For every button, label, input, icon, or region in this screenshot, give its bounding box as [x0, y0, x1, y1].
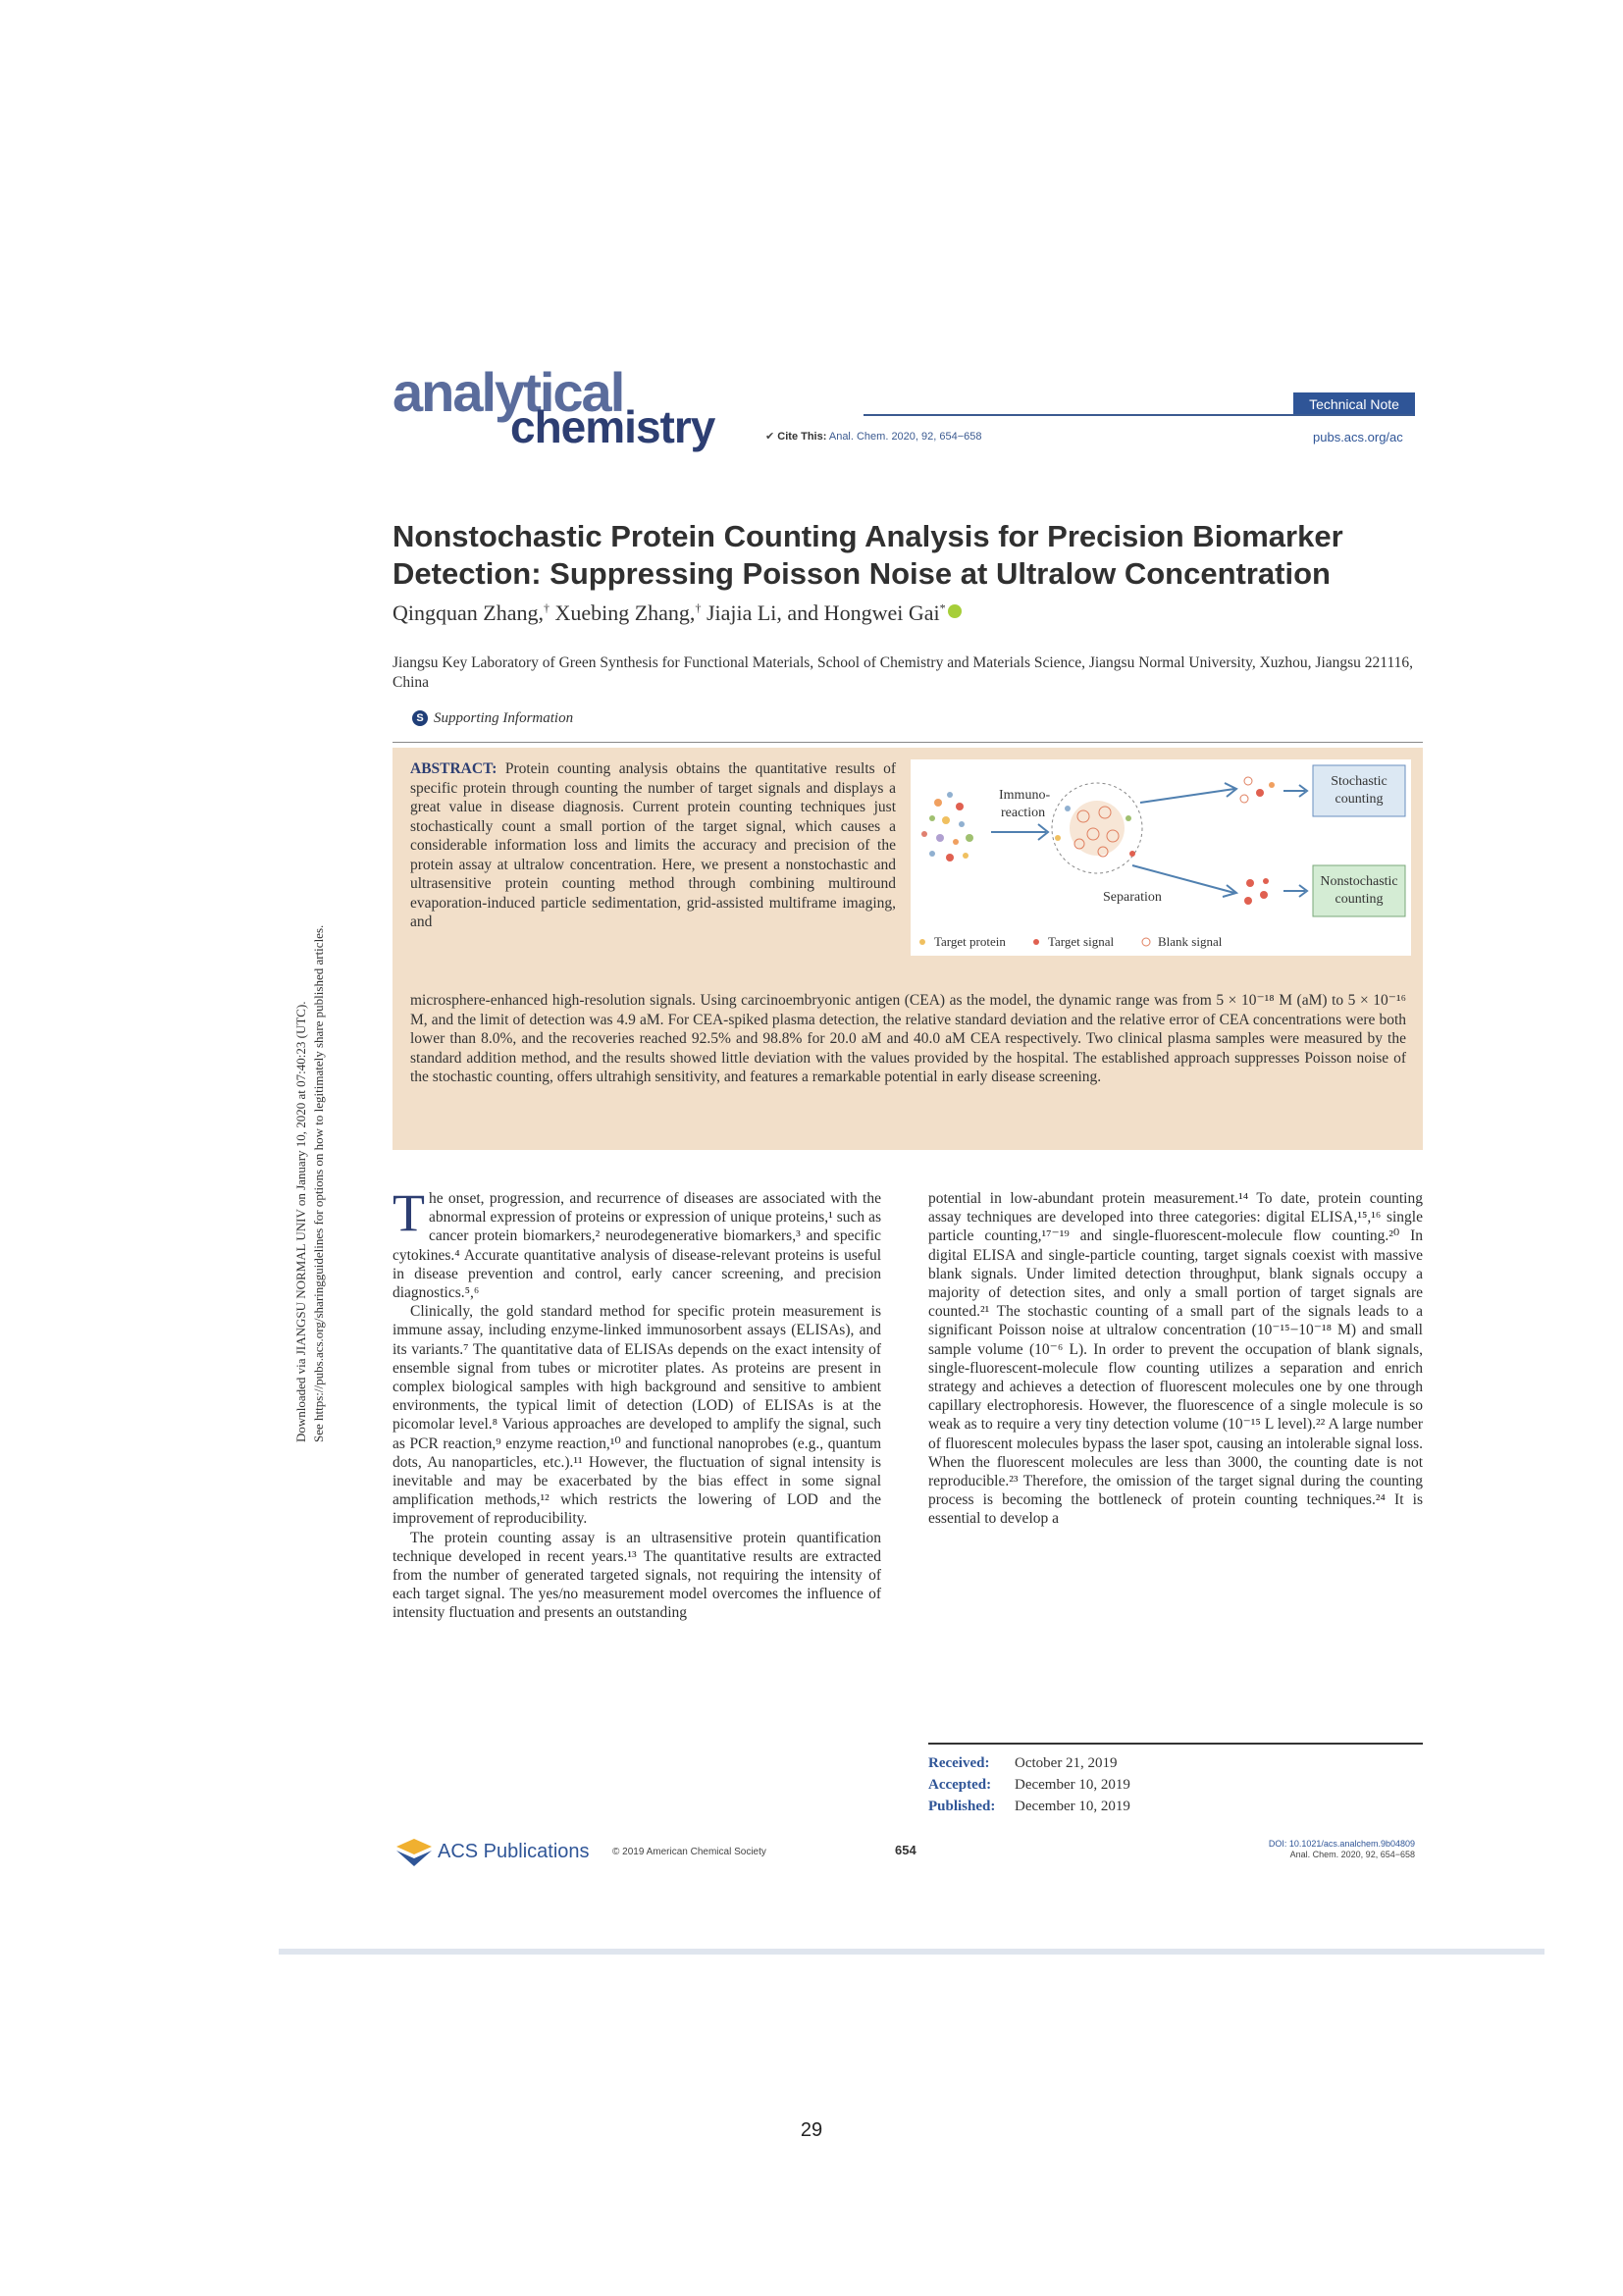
author-mark: † — [543, 600, 550, 615]
orcid-icon[interactable] — [948, 604, 962, 618]
journal-logo-analytical: analytical — [393, 361, 624, 423]
nonstochastic-signals — [1244, 878, 1269, 905]
body-paragraph: Clinically, the gold standard method for specific protein measurement is immune assay, including enzyme-linked immunosorbent assays (ELISAs), and its variants.⁷ The quantitative data of ELISAs depends on the exact intensity of ensemble signal from tubes or microtiter plates. As proteins are present in complex biological samples with high background and sensitive to ambient environments, the typical limit of detection (LOD) of ELISAs is at the picomolar level.⁸ Various approaches are developed to amplify the signal, such as PCR reaction,⁹ enzyme reaction,¹⁰ and functional nanoprobes (e.g., quantum dots, Au nanoparticles, etc.).¹¹ However, the fluctuation of signal intensity is inevitable and may be exacerbated by the bias effect in some signal amplification methods,¹² which restricts the lowering of LOD and the improvement of reproducibility. — [393, 1303, 881, 1528]
affiliation: Jiangsu Key Laboratory of Green Synthesis for Functional Materials, School of Chemistry and Materials Science, Jiangsu Normal University, Xuzhou, Jiangsu 221116, China — [393, 654, 1414, 691]
stochastic-result-arrow — [1283, 785, 1307, 797]
drop-cap: T — [393, 1183, 425, 1242]
download-note — [292, 736, 328, 1442]
received-label: Received: — [928, 1755, 990, 1771]
accepted-row — [928, 1774, 1130, 1796]
toc-nonstochastic-label: Nonstochastic — [1320, 874, 1398, 889]
stochastic-signals — [1240, 777, 1275, 803]
author-name[interactable]: Xuebing Zhang, — [554, 600, 696, 625]
scan-divider — [279, 1949, 1544, 1955]
cite-label: Cite This: — [777, 431, 827, 443]
download-note-line2: See https://pubs.acs.org/sharingguidelines for options on how to legitimately share published articles. — [311, 924, 326, 1442]
toc-stochastic-label: Stochastic — [1331, 774, 1387, 789]
legend-target-protein: Target protein — [934, 934, 1006, 949]
author-mark: † — [695, 600, 702, 615]
stochastic-box — [1313, 765, 1405, 816]
nonstochastic-box — [1313, 865, 1405, 916]
article-title: Nonstochastic Protein Counting Analysis for Precision Biomarker Detection: Suppressing Poisson Noise at Ultralow Concentration — [393, 519, 1343, 591]
toc-immuno-label: Immuno- — [999, 788, 1051, 803]
abstract-label: ABSTRACT: — [410, 760, 497, 777]
supporting-info-label: Supporting Information — [434, 710, 574, 726]
body-paragraph — [393, 1183, 881, 1302]
journal-logo-chemistry: chemistry — [510, 401, 715, 452]
doi-block — [1128, 1839, 1415, 1860]
nonstochastic-result-arrow — [1283, 885, 1307, 897]
cite-icon: ✔︎ — [765, 431, 775, 443]
footer-citation: Anal. Chem. 2020, 92, 654−658 — [1289, 1850, 1415, 1859]
toc-separation-label: Separation — [1103, 890, 1162, 905]
received-row — [928, 1752, 1130, 1774]
body-right-column — [928, 1189, 1423, 1529]
article-type-badge: Technical Note — [1293, 392, 1415, 416]
author-name[interactable]: Qingquan Zhang, — [393, 600, 544, 625]
reaction-arrow — [991, 824, 1048, 840]
abstract-part1 — [410, 759, 896, 932]
protein-cluster — [921, 792, 973, 861]
author-mark: * — [939, 600, 946, 615]
toc-reaction-label: reaction — [1001, 806, 1046, 820]
body-left-column — [393, 1183, 881, 1623]
supporting-information-link[interactable] — [412, 710, 573, 727]
publisher-name[interactable]: ACS Publications — [438, 1841, 590, 1862]
published-label: Published: — [928, 1799, 996, 1814]
article-dates — [928, 1752, 1130, 1817]
author-list — [393, 600, 962, 626]
header-rule — [864, 414, 1413, 416]
body-paragraph: potential in low-abundant protein measurement.¹⁴ To date, protein counting assay techniques are developed into three categories: digital ELISA,¹⁵,¹⁶ single particle counting,¹⁷⁻¹⁹ and single-fluorescent-molecule flow counting.²⁰ In digital ELISA and single-particle counting, target signals coexist with massive blank signals. Under limited detection throughput, blank signals occupy a majority of detection sites, and only a small portion of target signals are counted.²¹ The stochastic counting of a small part of the signals leads to a significant Poisson noise at ultralow concentration (10⁻¹⁵−10⁻¹⁸ M) and small sample volume (10⁻⁶ L). In order to prevent the occupation of blank signals, single-fluorescent-molecule flow counting utilizes a separation and enrich strategy and achieves a detection of fluorescent molecules one by one through capillary electrophoresis. However, the fluorescence of a single molecule is so weak as to require a very tiny detection volume (10⁻¹⁵ L level).²² A large number of fluorescent molecules bypass the laser spot, causing an intolerable signal loss. When the fluorescent molecules are less than 3000, the counting date is not reproducible.²³ Therefore, the omission of the target signal during the counting process is becoming the bottleneck of protein counting techniques.²⁴ It is essential to develop a — [928, 1190, 1423, 1528]
body-paragraph: The protein counting assay is an ultrasensitive protein quantification technique developed in recent years.¹³ The quantitative results are extracted from the number of generated targeted signals, not requiring the intensity of each target signal. The yes/no measurement model overcomes the influence of intensity fluctuation and presents an outstanding — [393, 1529, 881, 1622]
toc-legend — [919, 934, 1223, 949]
abstract-part2: microsphere-enhanced high-resolution signals. Using carcinoembryonic antigen (CEA) as the model, the dynamic range was from 5 × 10⁻¹⁸ M (aM) to 5 × 10⁻¹⁶ M, and the limit of detection was 4.9 aM. For CEA-spiked plasma detection, the relative standard deviation and the relative error of CEA concentrations were both lower than 8.0%, and the recoveries reached 92.5% and 98.8% for 20.0 aM and 40.0 aM CEA respectively. Two clinical plasma samples were measured by the standard addition method, and the results showed little deviation with the values provided by the hospital. The established approach suppresses Poisson noise of the stochastic counting, offers ultrahigh sensitivity, and features a remarkable potential in early disease screening. — [410, 992, 1406, 1085]
accepted-date: December 10, 2019 — [1015, 1777, 1130, 1793]
acs-logo-icon — [396, 1839, 432, 1871]
accepted-label: Accepted: — [928, 1777, 992, 1793]
published-date: December 10, 2019 — [1015, 1799, 1130, 1814]
author-name[interactable]: Jiajia Li, and Hongwei Gai — [706, 600, 940, 625]
toc-graphic — [911, 759, 1411, 956]
cite-reference[interactable]: Anal. Chem. 2020, 92, 654−658 — [828, 431, 982, 443]
body-paragraph-text: he onset, progression, and recurrence of diseases are associated with the abnormal expression of proteins or expression of unique proteins,¹ such as cancer protein biomarkers,² neurodegenerative biomarkers,³ and specific cytokines.⁴ Accurate quantitative analysis of disease-relevant proteins is useful in disease prevention and control, early cancer screening, and precision diagnostics.⁵,⁶ — [393, 1190, 881, 1302]
legend-target-signal: Target signal — [1048, 934, 1115, 949]
stochastic-arrow — [1140, 783, 1236, 803]
journal-page-number: 654 — [895, 1843, 916, 1857]
toc-stochastic-label2: counting — [1335, 792, 1384, 807]
dates-rule — [928, 1743, 1423, 1745]
received-date: October 21, 2019 — [1015, 1755, 1118, 1771]
legend-blank-signal: Blank signal — [1158, 934, 1223, 949]
sample-circle — [1052, 783, 1142, 873]
copyright: © 2019 American Chemical Society — [612, 1847, 766, 1857]
supporting-info-icon: S — [412, 710, 428, 726]
page-number: 29 — [800, 2119, 823, 2141]
toc-figure — [911, 759, 1411, 956]
toc-nonstochastic-label2: counting — [1335, 892, 1384, 907]
cite-this[interactable] — [765, 430, 982, 443]
journal-url[interactable]: pubs.acs.org/ac — [1313, 430, 1403, 444]
abstract-top-rule — [393, 742, 1423, 743]
published-row — [928, 1796, 1130, 1817]
doi-link[interactable]: DOI: 10.1021/acs.analchem.9b04809 — [1268, 1839, 1415, 1849]
download-note-line1: Downloaded via JIANGSU NORMAL UNIV on January 10, 2020 at 07:40:23 (UTC). — [293, 1001, 308, 1442]
abstract-text-1: Protein counting analysis obtains the quantitative results of specific protein through counting the number of target signals and displays a great value in disease diagnosis. Current protein counting techniques just stochastically count a small portion of the target signal, which causes a considerable information loss and limits the accuracy and precision of the protein assay at ultralow concentration. Here, we present a nonstochastic and ultrasensitive protein counting method through combining multiround evaporation-induced particle sedimentation, grid-assisted multiframe imaging, and — [410, 760, 896, 930]
